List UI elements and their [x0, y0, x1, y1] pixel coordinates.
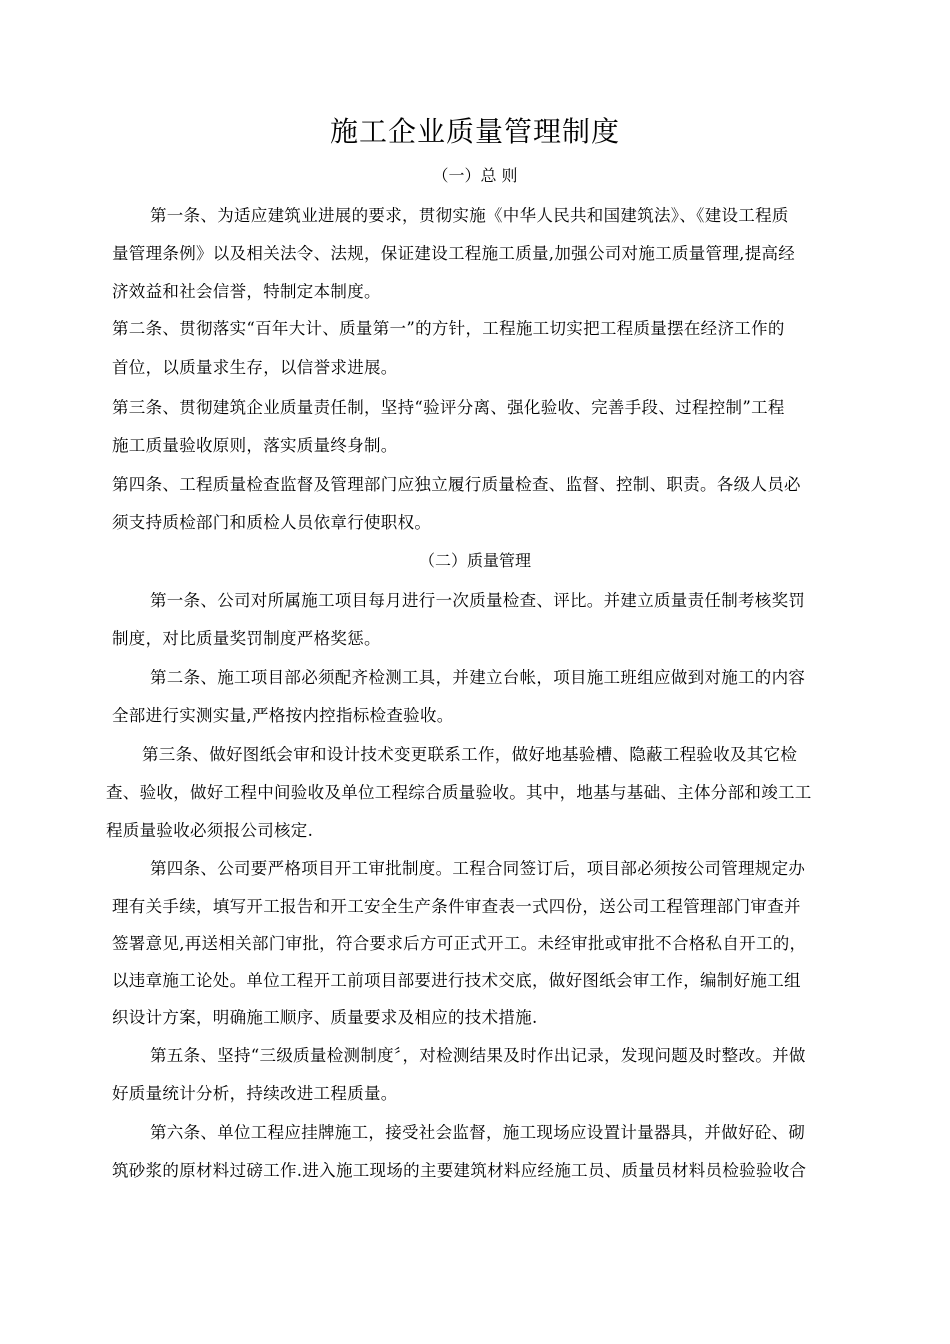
paragraph-line: 以违章施工论处。单位工程开工前项目部要进行技术交底，做好图纸会审工作，编制好施工组	[112, 971, 801, 990]
paragraph-line: 第五条、坚持“三级质量检测制度〞，对检测结果及时作出记录，发现问题及时整改。并做	[150, 1046, 806, 1065]
paragraph-line: 筑砂浆的原材料过磅工作.进入施工现场的主要建筑材料应经施工员、质量员材料员检验验收合	[112, 1161, 807, 1180]
paragraph-line: 须支持质检部门和质检人员依章行使职权。	[112, 513, 432, 532]
paragraph-line: 查、验收，做好工程中间验收及单位工程综合质量验收。其中，地基与基础、主体分部和竣工工	[106, 783, 812, 802]
paragraph-line: 织设计方案，明确施工顺序、质量要求及相应的技术措施.	[112, 1008, 538, 1027]
section-heading-quality-management: （二）质量管理	[418, 551, 531, 570]
paragraph-line: 首位，以质量求生存，以信誉求进展。	[112, 358, 398, 377]
paragraph-line: 第三条、做好图纸会审和设计技术变更联系工作，做好地基验槽、隐蔽工程验收及其它检	[142, 745, 798, 764]
section-heading-general: （一）总 则	[432, 166, 518, 185]
paragraph-line: 第四条、工程质量检查监督及管理部门应独立履行质量检查、监督、控制、职责。各级人员必	[112, 475, 801, 494]
paragraph-line: 第一条、公司对所属施工项目每月进行一次质量检查、评比。并建立质量责任制考核奖罚	[150, 591, 806, 610]
paragraph-line: 第四条、公司要严格项目开工审批制度。工程合同签订后，项目部必须按公司管理规定办	[150, 859, 806, 878]
paragraph-line: 济效益和社会信誉，特制定本制度。	[112, 282, 381, 301]
paragraph-line: 程质量验收必须报公司核定.	[106, 821, 314, 840]
paragraph-line: 理有关手续，填写开工报告和开工安全生产条件审查表一式四份，送公司工程管理部门审查并	[112, 897, 801, 916]
paragraph-line: 制度，对比质量奖罚制度严格奖惩。	[112, 629, 381, 648]
paragraph-line: 第六条、单位工程应挂牌施工，接受社会监督，施工现场应设置计量器具，并做好砼、砌	[150, 1123, 806, 1142]
document-title: 施工企业质量管理制度	[329, 115, 620, 148]
paragraph-line: 全部进行实测实量,严格按内控指标检查验收。	[112, 706, 454, 725]
paragraph-line: 第三条、贯彻建筑企业质量责任制，坚持“验评分离、强化验收、完善手段、过程控制”工程	[112, 398, 785, 417]
paragraph-line: 签署意见,再送相关部门审批，符合要求后方可正式开工。未经审批或审批不合格私自开工的，	[112, 934, 807, 953]
paragraph-line: 好质量统计分析，持续改进工程质量。	[112, 1084, 398, 1103]
paragraph-line: 第二条、贯彻落实“百年大计、质量第一”的方针，工程施工切实把工程质量摆在经济工作的	[112, 319, 785, 338]
paragraph-line: 量管理条例》以及相关法令、法规，保证建设工程施工质量,加强公司对施工质量管理,提高经	[112, 244, 796, 263]
paragraph-line: 第二条、施工项目部必须配齐检测工具，并建立台帐，项目施工班组应做到对施工的内容	[150, 668, 806, 687]
paragraph-line: 第一条、为适应建筑业进展的要求，贯彻实施《中华人民共和国建筑法》、《建设工程质	[150, 206, 789, 225]
paragraph-line: 施工质量验收原则，落实质量终身制。	[112, 436, 398, 455]
